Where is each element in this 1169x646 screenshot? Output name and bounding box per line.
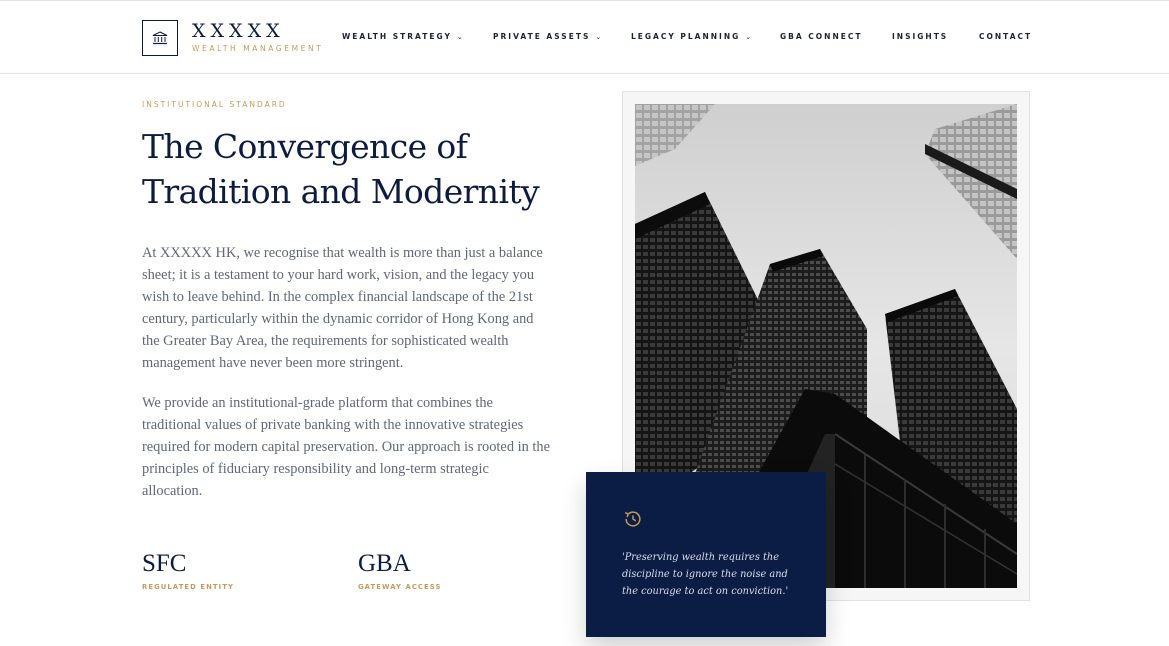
nav-item-contact[interactable] — [979, 32, 1032, 42]
nav-item-label: PRIVATE ASSETS — [493, 32, 591, 41]
nav-item-label: INSIGHTS — [892, 32, 949, 41]
title-line-1: The Convergence of — [142, 127, 468, 166]
nav-item-gba-connect[interactable] — [780, 32, 862, 42]
stat-label: GATEWAY ACCESS — [358, 583, 442, 591]
logo-mark[interactable] — [142, 20, 178, 56]
section-eyebrow: INSTITUTIONAL STANDARD — [142, 100, 287, 109]
history-clock-icon — [622, 508, 644, 530]
nav-item-legacy-planning[interactable] — [631, 32, 753, 42]
site-header — [0, 0, 1169, 74]
stat-label: REGULATED ENTITY — [142, 583, 234, 591]
chevron-down-icon: ⌄ — [456, 33, 465, 41]
stat-sfc — [142, 549, 234, 591]
chevron-down-icon: ⌄ — [745, 33, 754, 41]
nav-item-insights[interactable] — [892, 32, 948, 42]
quote-text: 'Preserving wealth requires the discipline to ignore the noise and the courage to act on conviction.' — [622, 552, 789, 597]
approach-paragraph: We provide an institutional-grade platform that combines the traditional values of private banking with the innovative strategies required for modern capital preservation. Our approach is rooted in the principles of fiduciary responsibility and long-term strategic allocation. — [142, 395, 550, 499]
nav-item-wealth-strategy[interactable] — [342, 32, 465, 42]
bank-building-icon — [152, 31, 168, 45]
page-title — [142, 124, 562, 214]
nav-item-label: WEALTH STRATEGY — [342, 32, 452, 41]
intro-paragraph: At XXXXX HK, we recognise that wealth is more than just a balance sheet; it is a testament to your hard work, vision, and the legacy you wish to leave behind. In the complex financial landscape of the 21st century, particularly within the dynamic corridor of Hong Kong and the Greater Bay Area, the requirements for sophisticated wealth management have never been more stringent. — [142, 245, 543, 371]
quote-card — [586, 472, 826, 637]
brand-name[interactable]: XXXXX — [192, 20, 285, 42]
chevron-down-icon: ⌄ — [595, 33, 604, 41]
title-line-2: Tradition and Modernity — [142, 172, 540, 211]
nav-item-label: GBA CONNECT — [780, 32, 863, 41]
brand-tagline: WEALTH MANAGEMENT — [192, 44, 324, 53]
nav-item-label: CONTACT — [979, 32, 1033, 41]
nav-item-private-assets[interactable] — [493, 32, 603, 42]
stat-value: SFC — [142, 550, 187, 577]
stat-value: GBA — [358, 550, 411, 577]
nav-item-label: LEGACY PLANNING — [631, 32, 741, 41]
stat-gba — [358, 549, 441, 591]
